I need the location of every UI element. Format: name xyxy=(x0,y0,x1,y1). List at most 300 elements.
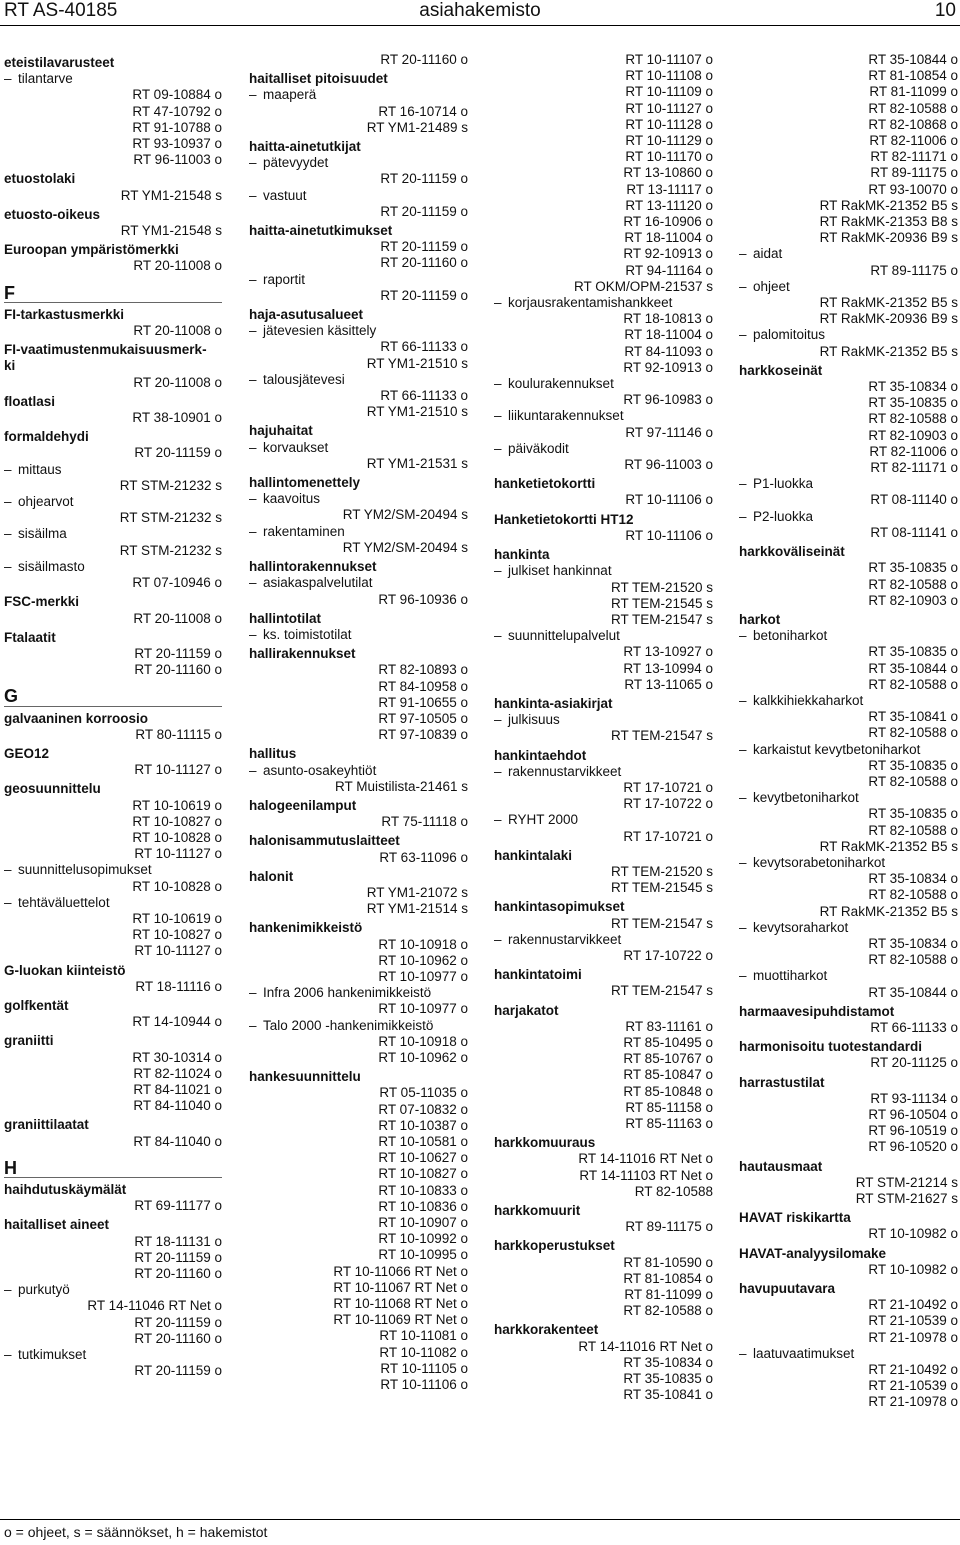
index-reference: RT 66-11133 o xyxy=(870,1019,958,1035)
index-term: graniitti xyxy=(4,1033,54,1049)
index-reference: RT 20-11160 o xyxy=(134,1266,222,1282)
index-reference: RT 66-11133 o xyxy=(380,339,468,355)
index-reference: RT 10-10977 o xyxy=(378,1001,468,1017)
index-reference: RT STM-21214 s xyxy=(855,1174,958,1190)
index-subterm: – rakentaminen xyxy=(249,524,468,540)
index-reference: RT 13-11065 o xyxy=(624,676,713,692)
index-reference: RT RakMK-21352 B5 s xyxy=(819,838,958,854)
index-subterm: – purkutyö xyxy=(4,1282,222,1298)
index-reference: RT 82-10903 o xyxy=(868,592,958,608)
index-subterm: – asiakaspalvelutilat xyxy=(249,575,468,591)
index-reference: RT YM1-21489 s xyxy=(366,119,468,135)
index-reference: RT 89-11175 o xyxy=(870,262,958,278)
index-reference: RT RakMK-21352 B5 s xyxy=(819,903,958,919)
index-subterm: – betoniharkot xyxy=(739,628,958,644)
index-reference: RT 82-10588 o xyxy=(868,676,958,692)
index-reference: RT 10-10827 o xyxy=(132,813,222,829)
index-subterm: – vastuut xyxy=(249,188,468,204)
index-reference: RT 10-10992 o xyxy=(378,1231,468,1247)
index-column-4 xyxy=(739,52,958,1411)
index-reference: RT 35-10835 o xyxy=(868,806,958,822)
index-reference: RT YM1-21510 s xyxy=(366,404,468,420)
index-reference: RT 20-11008 o xyxy=(133,610,222,626)
index-reference: RT 10-11170 o xyxy=(625,149,713,165)
index-reference: RT 16-10714 o xyxy=(378,103,468,119)
index-reference: RT 20-11008 o xyxy=(133,374,222,390)
index-reference: RT 85-11163 o xyxy=(625,1116,713,1131)
index-reference: RT STM-21232 s xyxy=(119,477,222,493)
index-reference: RT 47-10792 o xyxy=(132,103,222,119)
index-term: harkkomuurit xyxy=(494,1203,581,1219)
index-reference: RT 82-10588 o xyxy=(868,887,958,903)
index-subterm: – sisäilmasto xyxy=(4,559,222,575)
index-reference: RT 10-10833 o xyxy=(378,1182,468,1198)
index-subterm: – ohjearvot xyxy=(4,494,222,510)
index-reference: RT 81-10590 o xyxy=(623,1254,713,1270)
index-reference: RT 18-11004 o xyxy=(624,230,713,246)
index-reference: RT 85-10848 o xyxy=(623,1083,713,1099)
index-reference: RT 10-10918 o xyxy=(378,936,468,952)
index-reference: RT 84-11040 o xyxy=(133,1098,222,1114)
index-reference: RT 96-10520 o xyxy=(868,1139,958,1155)
index-term: G-luokan kiinteistö xyxy=(4,962,126,978)
index-reference: RT 10-10962 o xyxy=(378,952,468,968)
index-reference: RT 10-11105 o xyxy=(380,1360,468,1376)
index-reference: RT 13-10860 o xyxy=(623,165,713,181)
index-reference: RT 81-11099 o xyxy=(624,1287,713,1303)
index-reference: RT 10-10827 o xyxy=(378,1166,468,1182)
footer-rule xyxy=(0,1519,960,1520)
index-reference: RT 21-10978 o xyxy=(868,1394,958,1410)
index-term: etuostolaki xyxy=(4,171,76,187)
index-column-3 xyxy=(494,52,713,1403)
index-reference: RT 10-10995 o xyxy=(378,1247,468,1263)
index-reference: RT 18-11131 o xyxy=(134,1233,222,1249)
header-title: asiahakemisto xyxy=(419,0,541,21)
index-term: geosuunnittelu xyxy=(4,781,101,797)
index-reference: RT 82-10588 o xyxy=(868,576,958,592)
index-reference: RT 63-11096 o xyxy=(379,849,468,865)
index-reference: RT 82-10588 o xyxy=(868,411,958,427)
index-reference: RT 82-11171 o xyxy=(870,460,958,476)
index-reference: RT 20-11159 o xyxy=(380,203,468,219)
index-reference: RT 20-11159 o xyxy=(134,645,222,661)
index-term: Ftalaatit xyxy=(4,629,56,645)
index-reference: RT 93-11134 o xyxy=(870,1090,958,1106)
index-term: floatlasi xyxy=(4,393,56,409)
index-term: hankinta-asiakirjat xyxy=(494,695,613,711)
section-letter: G xyxy=(4,688,222,706)
index-column-1 xyxy=(4,52,222,1379)
index-reference: RT 30-10314 o xyxy=(132,1049,222,1065)
index-reference: RT 81-11099 o xyxy=(869,84,958,100)
index-reference: RT 10-10907 o xyxy=(378,1215,468,1231)
index-reference: RT 82-11006 o xyxy=(869,443,958,459)
index-reference: RT 82-10588 o xyxy=(868,822,958,838)
index-reference: RT YM1-21531 s xyxy=(366,455,468,471)
index-reference: RT 84-11093 o xyxy=(624,343,713,359)
index-reference: RT 18-10813 o xyxy=(623,311,713,327)
index-subterm: – asunto-osakeyhtiöt xyxy=(249,763,468,779)
index-reference: RT 38-10901 o xyxy=(132,410,222,426)
index-reference: RT 10-10977 o xyxy=(378,968,468,984)
index-reference: RT 96-10519 o xyxy=(868,1123,958,1139)
index-subterm: – julkiset hankinnat xyxy=(494,563,713,579)
index-reference: RT 85-10847 o xyxy=(623,1067,713,1083)
index-subterm: – P1-luokka xyxy=(739,476,958,492)
index-subterm: – koulurakennukset xyxy=(494,376,713,392)
index-reference: RT 20-11159 o xyxy=(134,1314,222,1330)
index-subterm: – rakennustarvikkeet xyxy=(494,764,713,780)
index-subterm: – RYHT 2000 xyxy=(494,812,713,828)
index-reference: RT 08-11140 o xyxy=(870,492,958,508)
index-reference: RT 17-10721 o xyxy=(623,828,713,844)
header-document-id: RT AS-40185 xyxy=(4,0,118,21)
index-reference: RT RakMK-20936 B9 s xyxy=(819,230,958,246)
index-reference: RT 10-11067 RT Net o xyxy=(333,1279,468,1295)
index-reference: RT 93-10070 o xyxy=(868,181,958,197)
index-term: hankinta xyxy=(494,547,550,563)
index-term: FSC-merkki xyxy=(4,594,80,610)
index-subterm: – tilantarve xyxy=(4,71,222,87)
index-term: hallintomenettely xyxy=(249,475,361,491)
index-term: hankintaehdot xyxy=(494,747,587,763)
index-reference: RT YM1-21072 s xyxy=(366,884,468,900)
index-reference: RT 96-11003 o xyxy=(133,152,222,168)
index-reference: RT 17-10721 o xyxy=(623,779,713,795)
index-reference: RT 10-10836 o xyxy=(378,1198,468,1214)
index-reference: RT 84-10958 o xyxy=(378,678,468,694)
index-reference: RT 85-10767 o xyxy=(623,1051,713,1067)
index-reference: RT 20-11159 o xyxy=(380,171,468,187)
index-term: haitta-ainetutkimukset xyxy=(249,223,393,239)
index-reference: RT 10-11127 o xyxy=(134,943,222,959)
index-reference: RT 35-10834 o xyxy=(868,871,958,887)
index-reference: RT 20-11159 o xyxy=(134,1249,222,1265)
index-reference: RT 82-11171 o xyxy=(870,149,958,165)
index-reference: RT 21-10539 o xyxy=(868,1313,958,1329)
index-reference: RT 10-11069 RT Net o xyxy=(333,1312,468,1328)
index-reference: RT 82-11024 o xyxy=(133,1065,222,1081)
index-reference: RT 10-11106 o xyxy=(625,492,713,508)
index-reference: RT 91-10655 o xyxy=(378,694,468,710)
index-reference: RT 10-11068 RT Net o xyxy=(333,1296,468,1312)
index-reference: RT 82-10868 o xyxy=(868,116,958,132)
index-term: haitalliset pitoisuudet xyxy=(249,71,388,87)
index-term: hallitus xyxy=(249,746,297,762)
index-reference: RT 20-11159 o xyxy=(380,239,468,255)
index-term: halonisammutuslaitteet xyxy=(249,833,400,849)
index-reference: RT 20-11159 o xyxy=(134,1363,222,1379)
index-term: havupuutavara xyxy=(739,1281,836,1297)
index-reference: RT 17-10722 o xyxy=(623,947,713,963)
index-reference: RT 82-10588 xyxy=(634,1183,713,1199)
index-reference: RT 10-11127 o xyxy=(134,846,222,862)
index-term: hanketietokortti xyxy=(494,476,596,492)
index-reference: RT 75-11118 o xyxy=(381,814,468,830)
index-reference: RT 81-10854 o xyxy=(868,68,958,84)
index-subterm: – Talo 2000 -hankenimikkeistö xyxy=(249,1018,468,1034)
index-reference: RT 35-10834 o xyxy=(868,379,958,395)
index-reference: RT 07-10946 o xyxy=(132,575,222,591)
page-header xyxy=(0,0,960,24)
index-term: HAVAT riskikartta xyxy=(739,1210,851,1226)
index-reference: RT YM2/SM-20494 s xyxy=(342,539,468,555)
index-reference: RT 10-11109 o xyxy=(625,84,713,100)
index-term: haja-asutusalueet xyxy=(249,307,364,323)
index-subterm: – raportit xyxy=(249,272,468,288)
index-reference: RT 21-10492 o xyxy=(868,1297,958,1313)
index-term: harkkomuuraus xyxy=(494,1135,596,1151)
index-subterm: – maaperä xyxy=(249,87,468,103)
index-term: FI-tarkastusmerkki xyxy=(4,306,125,322)
index-reference: RT 20-11160 o xyxy=(134,1330,222,1346)
index-reference: RT 82-10903 o xyxy=(868,427,958,443)
index-reference: RT 05-11035 o xyxy=(379,1085,468,1101)
index-reference: RT 10-10581 o xyxy=(378,1134,468,1149)
index-reference: RT 21-10492 o xyxy=(868,1362,958,1378)
index-reference: RT 35-10844 o xyxy=(868,52,958,67)
index-reference: RT 20-11159 o xyxy=(380,287,468,303)
index-reference: RT 10-10828 o xyxy=(132,829,222,845)
index-term: harjakatot xyxy=(494,1002,559,1018)
index-reference: RT 82-10588 o xyxy=(623,1303,713,1319)
index-reference: RT 13-11117 o xyxy=(626,181,713,197)
index-reference: RT 14-11016 RT Net o xyxy=(578,1151,713,1167)
index-term: hankesuunnittelu xyxy=(249,1069,361,1085)
index-subterm: – kevytbetoniharkot xyxy=(739,790,958,806)
index-term: hankenimikkeistö xyxy=(249,920,363,936)
index-subterm: – kevytsoraharkot xyxy=(739,920,958,936)
index-term: harkkoväliseinät xyxy=(739,544,845,560)
index-reference: RT 10-10619 o xyxy=(132,797,222,813)
index-reference: RT 10-10982 o xyxy=(868,1261,958,1277)
index-reference: RT TEM-21545 s xyxy=(610,880,713,896)
header-rule xyxy=(0,25,960,26)
index-term: hankintasopimukset xyxy=(494,899,625,915)
index-reference: RT TEM-21520 s xyxy=(610,863,713,879)
index-term: hajuhaitat xyxy=(249,423,313,439)
index-reference: RT 14-11046 RT Net o xyxy=(87,1298,222,1314)
index-reference: RT 07-10832 o xyxy=(378,1101,468,1117)
index-term: halonit xyxy=(249,868,294,884)
index-reference: RT 10-11066 RT Net o xyxy=(333,1263,468,1279)
index-reference: RT 10-11127 o xyxy=(625,100,713,116)
index-reference: RT 35-10835 o xyxy=(868,395,958,411)
index-reference: RT 20-11160 o xyxy=(380,52,468,67)
index-reference: RT 10-10627 o xyxy=(378,1150,468,1166)
index-reference: RT 08-11141 o xyxy=(870,524,958,540)
index-term: eteistilavarusteet xyxy=(4,55,115,70)
index-reference: RT 96-11003 o xyxy=(624,457,713,473)
index-reference: RT 82-10588 o xyxy=(868,100,958,116)
index-reference: RT 20-11125 o xyxy=(870,1055,958,1071)
index-reference: RT 35-10835 o xyxy=(868,644,958,660)
index-reference: RT 35-10844 o xyxy=(868,660,958,676)
index-term: haihdutuskäymälät xyxy=(4,1182,127,1197)
index-subterm: – korvaukset xyxy=(249,440,468,456)
index-term: haitalliset aineet xyxy=(4,1217,110,1233)
index-reference: RT 13-11120 o xyxy=(625,197,713,213)
index-reference: RT 10-11107 o xyxy=(625,52,713,67)
index-reference: RT TEM-21547 s xyxy=(610,915,713,931)
index-reference: RT 35-10835 o xyxy=(868,560,958,576)
index-reference: RT 82-10588 o xyxy=(868,952,958,968)
index-reference: RT 14-10944 o xyxy=(132,1014,222,1030)
index-term: golfkentät xyxy=(4,997,69,1013)
index-reference: RT YM1-21548 s xyxy=(120,187,222,203)
index-subterm: – kalkkihiekkaharkot xyxy=(739,693,958,709)
index-reference: RT 97-10839 o xyxy=(378,727,468,743)
index-reference: RT 20-11160 o xyxy=(380,255,468,271)
index-reference: RT YM2/SM-20494 s xyxy=(342,507,468,523)
index-reference: RT 17-10722 o xyxy=(623,796,713,812)
index-subterm: – korjausrakentamishankkeet xyxy=(494,295,713,311)
index-subterm: – palomitoitus xyxy=(739,327,958,343)
index-term: harmaavesipuhdistamot xyxy=(739,1003,895,1019)
index-reference: RT 97-10505 o xyxy=(378,710,468,726)
index-reference: RT 35-10834 o xyxy=(868,935,958,951)
index-subterm: – tutkimukset xyxy=(4,1347,222,1363)
index-subterm: – liikuntarakennukset xyxy=(494,408,713,424)
index-reference: RT 35-10835 o xyxy=(868,757,958,773)
index-column-2 xyxy=(249,52,468,1393)
index-term: etuosto-oikeus xyxy=(4,206,101,222)
index-term: HAVAT-analyysilomake xyxy=(739,1245,887,1261)
index-reference: RT TEM-21545 s xyxy=(610,595,713,611)
index-term: harkkoperustukset xyxy=(494,1238,615,1254)
index-reference: RT TEM-21547 s xyxy=(610,611,713,627)
index-reference: RT 85-11158 o xyxy=(625,1099,713,1115)
index-term: harkkorakenteet xyxy=(494,1322,599,1338)
index-reference: RT YM1-21514 s xyxy=(366,901,468,917)
index-term: harkot xyxy=(739,611,781,627)
index-reference: RT Muistilista-21461 s xyxy=(334,778,468,794)
index-reference: RT 20-11008 o xyxy=(133,323,222,339)
index-reference: RT 21-10539 o xyxy=(868,1378,958,1394)
index-term: halogeenilamput xyxy=(249,797,357,813)
index-reference: RT 82-10893 o xyxy=(378,662,468,678)
index-reference: RT 89-11175 o xyxy=(870,165,958,181)
index-reference: RT 18-11004 o xyxy=(624,327,713,343)
index-reference: RT STM-21232 s xyxy=(119,510,222,526)
index-term: hankintalaki xyxy=(494,847,573,863)
index-subterm: – mittaus xyxy=(4,462,222,478)
index-term: GEO12 xyxy=(4,745,50,761)
index-subterm: – kevytsorabetoniharkot xyxy=(739,855,958,871)
index-reference: RT 94-11164 o xyxy=(625,262,713,278)
index-reference: RT TEM-21547 s xyxy=(610,983,713,999)
index-reference: RT 92-10913 o xyxy=(623,359,713,375)
index-reference: RT 14-11103 RT Net o xyxy=(579,1167,713,1183)
index-term: graniittilaatat xyxy=(4,1117,89,1133)
index-term: Hanketietokortti HT12 xyxy=(494,511,634,527)
index-reference: RT 66-11133 o xyxy=(380,388,468,404)
index-reference: RT RakMK-21352 B5 s xyxy=(819,343,958,359)
index-reference: RT 10-11129 o xyxy=(625,133,713,149)
index-term: harrastustilat xyxy=(739,1074,825,1090)
index-subterm: – muottiharkot xyxy=(739,968,958,984)
section-letter: F xyxy=(4,285,222,303)
index-reference: RT 10-11127 o xyxy=(134,762,222,778)
index-reference: RT 10-11108 o xyxy=(625,68,713,84)
index-subterm: – kaavoitus xyxy=(249,491,468,507)
index-reference: RT 10-10918 o xyxy=(378,1033,468,1049)
index-reference: RT RakMK-21352 B5 s xyxy=(819,197,958,213)
section-letter: H xyxy=(4,1160,222,1178)
index-reference: RT 10-11128 o xyxy=(625,116,713,132)
index-term: hallintorakennukset xyxy=(249,559,377,575)
index-reference: RT 69-11177 o xyxy=(134,1198,222,1214)
index-subterm: – Infra 2006 hankenimikkeistö xyxy=(249,985,468,1001)
index-subterm: – jätevesien käsittely xyxy=(249,323,468,339)
index-term: haitta-ainetutkijat xyxy=(249,139,361,155)
index-reference: RT 82-10588 o xyxy=(868,773,958,789)
index-reference: RT 35-10841 o xyxy=(623,1387,713,1403)
index-subterm: – talousjätevesi xyxy=(249,372,468,388)
index-reference: RT 18-11116 o xyxy=(135,978,222,994)
index-subterm: – ohjeet xyxy=(739,279,958,295)
index-subterm: – ks. toimistotilat xyxy=(249,627,468,643)
index-reference: RT TEM-21520 s xyxy=(610,579,713,595)
index-subterm: – suunnittelusopimukset xyxy=(4,862,222,878)
index-reference: RT 20-11008 o xyxy=(133,258,222,274)
index-subterm: – tehtäväluettelot xyxy=(4,895,222,911)
index-reference: RT 81-10854 o xyxy=(623,1270,713,1286)
index-reference: RT STM-21627 s xyxy=(855,1191,958,1207)
index-reference: RT 09-10884 o xyxy=(132,87,222,103)
index-subterm: – aidat xyxy=(739,246,958,262)
index-reference: RT TEM-21547 s xyxy=(610,728,713,744)
index-reference: RT 10-10982 o xyxy=(868,1226,958,1242)
index-reference: RT 84-11040 o xyxy=(133,1133,222,1149)
index-reference: RT 89-11175 o xyxy=(625,1219,713,1235)
index-term: hallirakennukset xyxy=(249,646,356,662)
index-term: hautausmaat xyxy=(739,1158,823,1174)
index-reference: RT 10-10619 o xyxy=(132,910,222,926)
index-term: harkkoseinät xyxy=(739,362,823,378)
index-reference: RT 84-11021 o xyxy=(133,1081,222,1097)
index-reference: RT 10-11082 o xyxy=(379,1344,468,1360)
index-reference: RT 10-11106 o xyxy=(380,1377,468,1393)
index-term: hallintotilat xyxy=(249,610,321,626)
index-reference: RT STM-21232 s xyxy=(119,542,222,558)
index-reference: RT 10-10387 o xyxy=(378,1117,468,1133)
index-reference: RT 80-11115 o xyxy=(135,726,222,742)
index-subterm: – julkisuus xyxy=(494,712,713,728)
index-subterm: – sisäilma xyxy=(4,526,222,542)
index-term: ki xyxy=(4,358,16,374)
index-subterm: – P2-luokka xyxy=(739,509,958,525)
index-reference: RT 35-10835 o xyxy=(623,1371,713,1387)
index-reference: RT 10-10962 o xyxy=(378,1049,468,1065)
index-reference: RT 16-10906 o xyxy=(623,214,713,230)
index-term: Euroopan ympäristömerkki xyxy=(4,242,179,258)
index-reference: RT 91-10788 o xyxy=(132,119,222,135)
index-reference: RT 96-10504 o xyxy=(868,1107,958,1122)
index-reference: RT 96-10936 o xyxy=(378,591,468,607)
index-reference: RT 10-10828 o xyxy=(132,878,222,894)
index-reference: RT 92-10913 o xyxy=(623,246,713,262)
index-reference: RT YM1-21510 s xyxy=(366,355,468,371)
index-reference: RT 97-11146 o xyxy=(625,424,713,440)
index-term: formaldehydi xyxy=(4,429,89,445)
index-reference: RT 96-10983 o xyxy=(623,392,713,408)
index-subterm: – laatuvaatimukset xyxy=(739,1346,958,1362)
footer-legend: o = ohjeet, s = säännökset, h = hakemistot xyxy=(4,1524,268,1540)
index-reference: RT RakMK-21352 B5 s xyxy=(819,295,958,311)
index-subterm: – pätevyydet xyxy=(249,155,468,171)
